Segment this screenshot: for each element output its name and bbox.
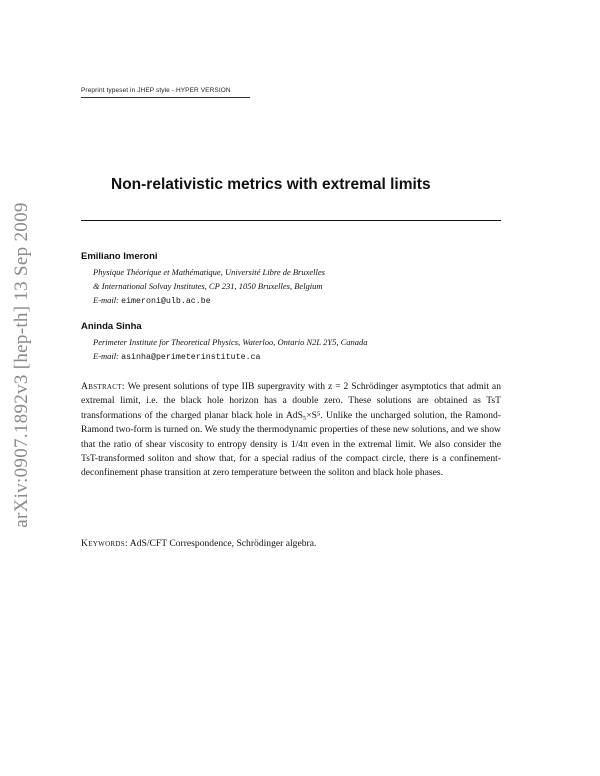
keywords-label: Keywords:	[81, 538, 128, 549]
author-name: Emiliano Imeroni	[81, 251, 158, 262]
arxiv-stamp: arXiv:0907.1892v3 [hep-th] 13 Sep 2009	[11, 202, 32, 528]
title-rule	[81, 220, 501, 221]
author-affiliation	[93, 335, 368, 365]
abstract	[81, 380, 501, 481]
email-label: E-mail:	[93, 295, 119, 305]
keywords-text: AdS/CFT Correspondence, Schrödinger algebra.	[129, 538, 317, 549]
abstract-label: Abstract:	[81, 381, 125, 392]
author-email-line	[93, 349, 368, 365]
paper-title: Non-relativistic metrics with extremal limits	[111, 176, 431, 193]
affiliation-line: Physique Théorique et Mathématique, Université Libre de Bruxelles	[93, 267, 325, 277]
abstract-text: We present solutions of type IIB supergravity with z = 2 Schrödinger asymptotics that admit an extremal limit, i.e. the black hole horizon has a double zero. These solutions are obtained as TsT transformations of the charged planar black hole in AdS₅×S⁵. Unlike the uncharged solution, the Ramond-Ramond two-form is turned on. We study the thermodynamic properties of these new solutions, and we show that the ratio of shear viscosity to entropy density is 1/4π even in the extremal limit. We also consider the TsT-transformed soliton and show that, for a special radius of the compact circle, there is a confinement-deconfinement phase transition at zero temperature between the soliton and black hole phases.	[81, 381, 501, 479]
preprint-note: Preprint typeset in JHEP style - HYPER VERSION	[81, 87, 231, 94]
author-email[interactable]: eimeroni@ulb.ac.be	[121, 297, 211, 306]
keywords	[81, 537, 501, 551]
author-email[interactable]: asinha@perimeterinstitute.ca	[121, 353, 261, 362]
affiliation-line: & International Solvay Institutes, CP 231, 1050 Bruxelles, Belgium	[93, 281, 323, 291]
email-label: E-mail:	[93, 351, 119, 361]
author-affiliation	[93, 265, 325, 309]
author-name: Aninda Sinha	[81, 321, 142, 332]
affiliation-line: Perimeter Institute for Theoretical Physics, Waterloo, Ontario N2L 2Y5, Canada	[93, 337, 368, 347]
preprint-rule	[81, 97, 250, 98]
author-email-line	[93, 293, 325, 309]
